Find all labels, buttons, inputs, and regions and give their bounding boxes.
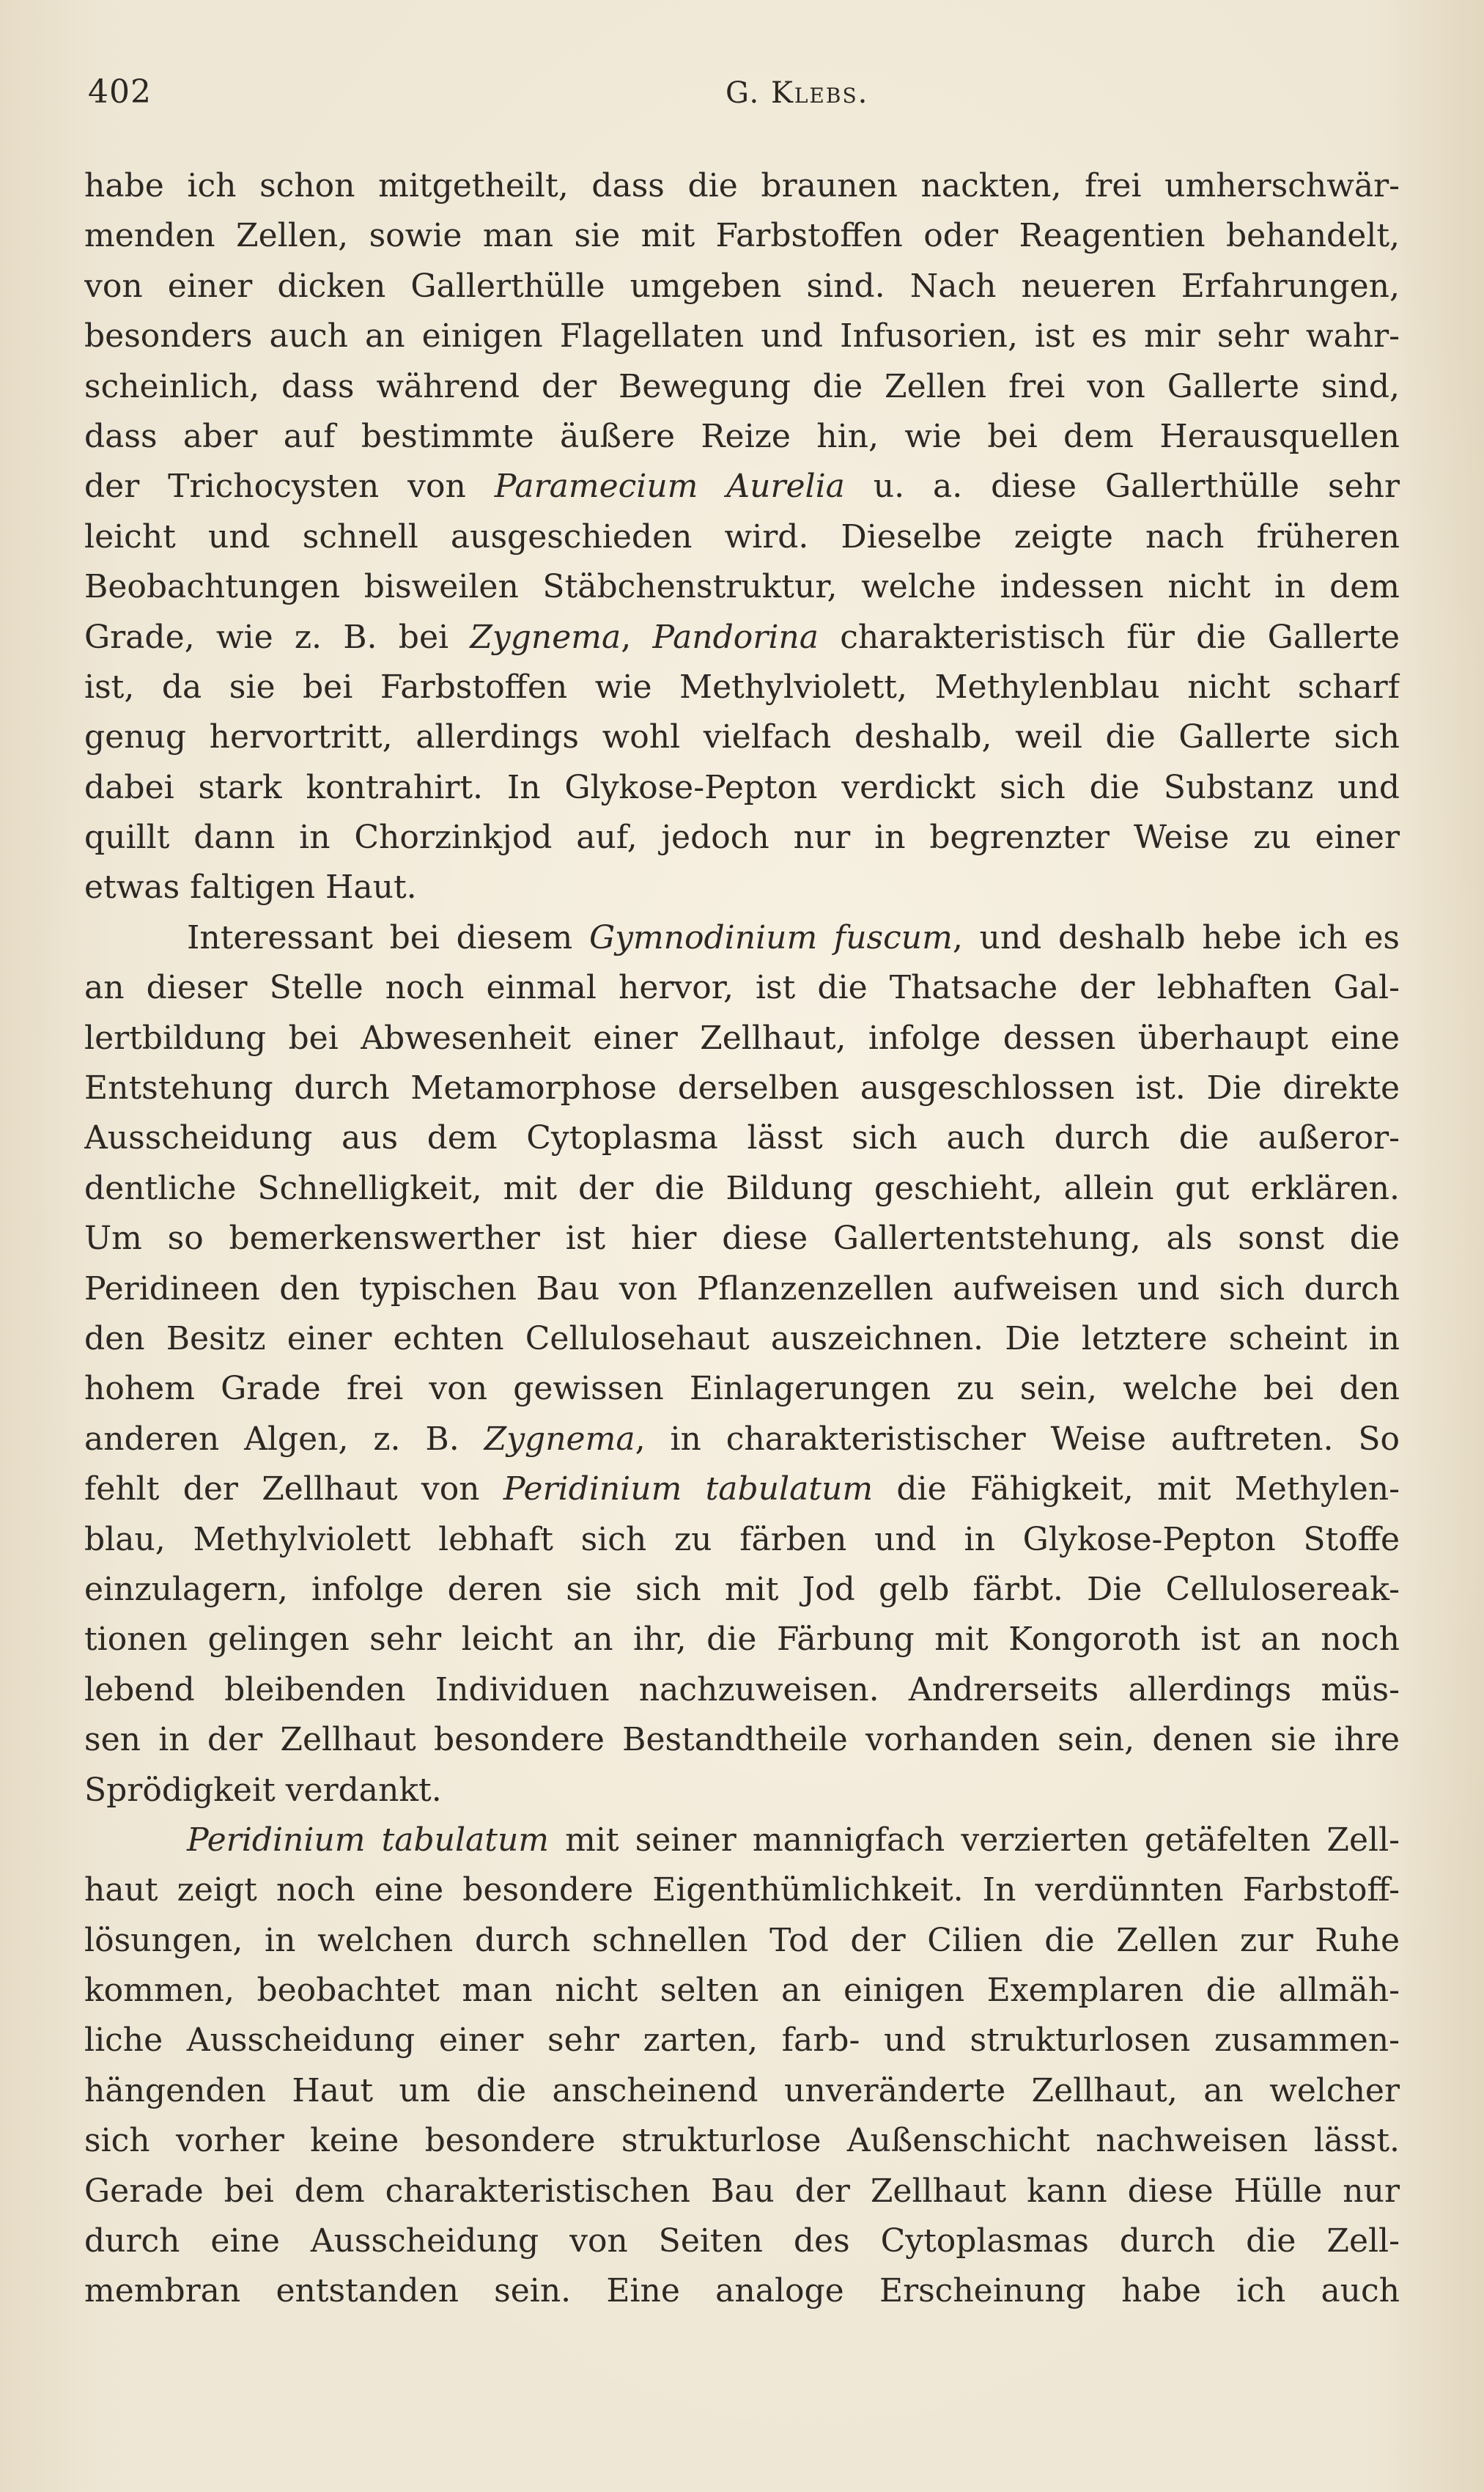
text-line: Sprödigkeit verdankt. <box>84 1771 442 1809</box>
text-line: genug hervortritt, allerdings wohl vielfach deshalb, weil die Gallerte sich <box>84 718 1400 756</box>
text-line: Ausscheidung aus dem Cytoplasma lässt sich auch durch die außeror- <box>84 1119 1400 1157</box>
page-number: 402 <box>88 73 152 111</box>
text-line: besonders auch an einigen Flagellaten und Infusorien, ist es mir sehr wahr- <box>84 317 1400 355</box>
text-line: Entstehung durch Metamorphose derselben ausgeschlossen ist. Die direkte <box>84 1069 1400 1107</box>
text-line: dentliche Schnelligkeit, mit der die Bildung geschieht, allein gut erklären. <box>84 1169 1400 1207</box>
text-line: sen in der Zellhaut besondere Bestandtheile vorhanden sein, denen sie ihre <box>84 1721 1400 1759</box>
text-line: Grade, wie z. B. bei Zygnema, Pandorina charakteristisch für die Gallerte <box>84 618 1400 656</box>
text-line: blau, Methylviolett lebhaft sich zu färben und in Glykose-Pepton Stoffe <box>84 1520 1400 1558</box>
text-line: habe ich schon mitgetheilt, dass die braunen nackten, frei umherschwär- <box>84 167 1400 204</box>
text-line: der Trichocysten von Paramecium Aurelia u. a. diese Gallerthülle sehr <box>84 468 1400 506</box>
text-line: lebend bleibenden Individuen nachzuweisen. Andrerseits allerdings müs- <box>84 1670 1400 1708</box>
text-line: von einer dicken Gallerthülle umgeben sind. Nach neueren Erfahrungen, <box>84 267 1400 305</box>
text-line: hohem Grade frei von gewissen Einlagerungen zu sein, welche bei den <box>84 1370 1400 1408</box>
text-line: Gerade bei dem charakteristischen Bau der Zellhaut kann diese Hülle nur <box>84 2172 1400 2210</box>
text-line: etwas faltigen Haut. <box>84 869 417 907</box>
text-line: menden Zellen, sowie man sie mit Farbstoffen oder Reagentien behandelt, <box>84 217 1400 255</box>
text-line: membran entstanden sein. Eine analoge Erscheinung habe ich auch <box>84 2272 1400 2310</box>
text-line: quillt dann in Chorzinkjod auf, jedoch nur in begrenzter Weise zu einer <box>84 819 1400 857</box>
text-line: leicht und schnell ausgeschieden wird. Dieselbe zeigte nach früheren <box>84 517 1400 556</box>
running-head-author: G. Klebs. <box>726 76 869 110</box>
text-line: durch eine Ausscheidung von Seiten des Cytoplasmas durch die Zell- <box>84 2222 1400 2260</box>
text-line: Beobachtungen bisweilen Stäbchenstruktur, welche indessen nicht in dem <box>84 568 1400 606</box>
running-head <box>81 73 1400 117</box>
text-line: dabei stark kontrahirt. In Glykose-Pepton verdickt sich die Substanz und <box>84 768 1400 806</box>
text-line: dass aber auf bestimmte äußere Reize hin, wie bei dem Herausquellen <box>84 417 1400 455</box>
text-line: ist, da sie bei Farbstoffen wie Methylviolett, Methylenblau nicht scharf <box>84 668 1400 706</box>
text-line: an dieser Stelle noch einmal hervor, ist die Thatsache der lebhaften Gal- <box>84 969 1400 1007</box>
text-line: den Besitz einer echten Cellulosehaut auszeichnen. Die letztere scheint in <box>84 1319 1400 1357</box>
text-line: haut zeigt noch eine besondere Eigenthümlichkeit. In verdünnten Farbstoff- <box>84 1871 1400 1909</box>
text-line: liche Ausscheidung einer sehr zarten, farb- und strukturlosen zusammen- <box>84 2021 1400 2060</box>
text-line: scheinlich, dass während der Bewegung die Zellen frei von Gallerte sind, <box>84 367 1400 405</box>
text-line: Interessant bei diesem Gymnodinium fuscum, und deshalb hebe ich es <box>187 918 1400 956</box>
text-line: anderen Algen, z. B. Zygnema, in charakteristischer Weise auftreten. So <box>84 1420 1400 1458</box>
body-text <box>84 161 1400 2317</box>
text-line: lertbildung bei Abwesenheit einer Zellhaut, infolge dessen überhaupt eine <box>84 1019 1400 1057</box>
text-line: fehlt der Zellhaut von Peridinium tabulatum die Fähigkeit, mit Methylen- <box>84 1470 1400 1508</box>
text-line: sich vorher keine besondere strukturlose Außenschicht nachweisen lässt. <box>84 2122 1400 2160</box>
text-line: einzulagern, infolge deren sie sich mit Jod gelb färbt. Die Cellulosereak- <box>84 1570 1400 1608</box>
text-line: Um so bemerkenswerther ist hier diese Gallertentstehung, als sonst die <box>84 1220 1400 1258</box>
text-line: Peridinium tabulatum mit seiner mannigfach verzierten getäfelten Zell- <box>187 1821 1400 1859</box>
text-line: lösungen, in welchen durch schnellen Tod der Cilien die Zellen zur Ruhe <box>84 1921 1400 1959</box>
text-line: tionen gelingen sehr leicht an ihr, die Färbung mit Kongoroth ist an noch <box>84 1621 1400 1659</box>
text-line: Peridineen den typischen Bau von Pflanzenzellen aufweisen und sich durch <box>84 1269 1400 1308</box>
text-line: kommen, beobachtet man nicht selten an einigen Exemplaren die allmäh- <box>84 1972 1400 2010</box>
text-line: hängenden Haut um die anscheinend unveränderte Zellhaut, an welcher <box>84 2071 1400 2109</box>
